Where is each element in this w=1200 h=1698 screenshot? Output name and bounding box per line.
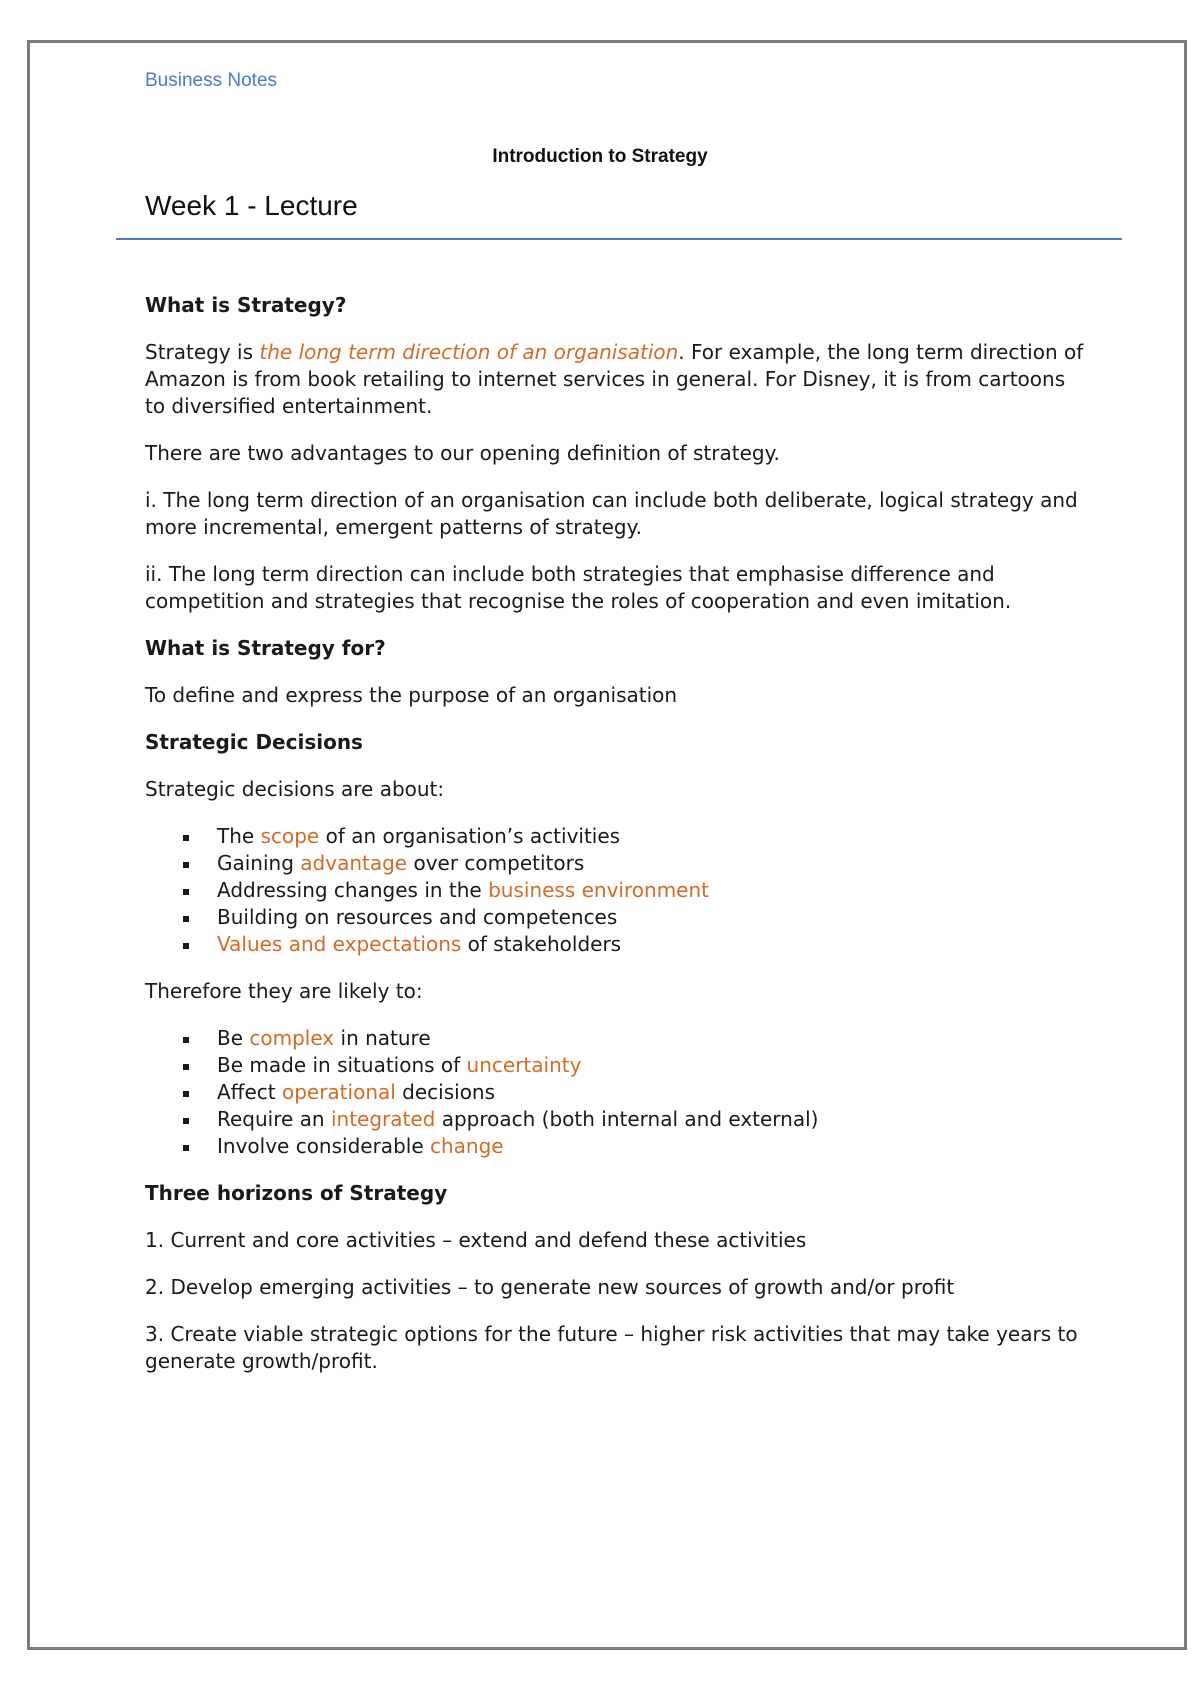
bullet-icon	[183, 943, 189, 949]
list-item: Gaining advantage over competitors	[181, 850, 1085, 877]
bullet-icon	[183, 1145, 189, 1151]
paragraph-horizon-3: 3. Create viable strategic options for the future – higher risk activities that may take years to generate growth/profit.	[145, 1322, 1078, 1373]
paragraph-horizon-2: 2. Develop emerging activities – to generate new sources of growth and/or profit	[145, 1275, 955, 1299]
definition-highlight: the long term direction of an organisation	[259, 340, 679, 364]
section-heading-strategic-decisions: Strategic Decisions	[145, 730, 363, 754]
bullet-icon	[183, 1091, 189, 1097]
list-item: Values and expectations of stakeholders	[181, 931, 1085, 958]
likely-list	[145, 1025, 1085, 1160]
paragraph-likely-intro: Therefore they are likely to:	[145, 979, 423, 1003]
list-item: Be made in situations of uncertainty	[181, 1052, 1085, 1079]
lecture-heading: Week 1 - Lecture	[145, 190, 358, 221]
decisions-list	[145, 823, 1085, 958]
bullet-icon	[183, 1064, 189, 1070]
paragraph-decisions-intro: Strategic decisions are about:	[145, 777, 445, 801]
section-heading-strategy-for: What is Strategy for?	[145, 636, 386, 660]
bullet-icon	[183, 916, 189, 922]
bullet-icon	[183, 835, 189, 841]
bullet-icon	[183, 862, 189, 868]
list-item: The scope of an organisation’s activities	[181, 823, 1085, 850]
list-item: Affect operational decisions	[181, 1079, 1085, 1106]
heading-rule	[116, 238, 1122, 240]
list-item: Addressing changes in the business environment	[181, 877, 1085, 904]
bullet-icon	[183, 889, 189, 895]
paragraph-advantages-intro: There are two advantages to our opening definition of strategy.	[145, 441, 780, 465]
list-item: Involve considerable change	[181, 1133, 1085, 1160]
definition-suffix: . For example, the long term direction of Amazon is from book retailing to internet services in general. For Disney, it is from cartoons to diversified entertainment.	[145, 340, 1084, 418]
bullet-icon	[183, 1037, 189, 1043]
section-heading-three-horizons: Three horizons of Strategy	[145, 1181, 448, 1205]
list-item: Building on resources and competences	[181, 904, 1085, 931]
paragraph-definition	[145, 339, 1085, 420]
document-title: Introduction to Strategy	[492, 146, 708, 167]
paragraph-purpose: To define and express the purpose of an organisation	[145, 683, 678, 707]
paragraph-advantage-2: ii. The long term direction can include both strategies that emphasise difference and competition and strategies that recognise the roles of cooperation and even imitation.	[145, 562, 1012, 613]
paragraph-advantage-1: i. The long term direction of an organisation can include both deliberate, logical strategy and more incremental, emergent patterns of strategy.	[145, 488, 1078, 539]
section-heading-what-is-strategy: What is Strategy?	[145, 293, 347, 317]
list-item: Require an integrated approach (both internal and external)	[181, 1106, 1085, 1133]
header-note: Business Notes	[145, 70, 278, 91]
bullet-icon	[183, 1118, 189, 1124]
document-body	[145, 292, 1085, 1395]
list-item: Be complex in nature	[181, 1025, 1085, 1052]
paragraph-horizon-1: 1. Current and core activities – extend and defend these activities	[145, 1228, 807, 1252]
definition-prefix: Strategy is	[145, 340, 260, 364]
